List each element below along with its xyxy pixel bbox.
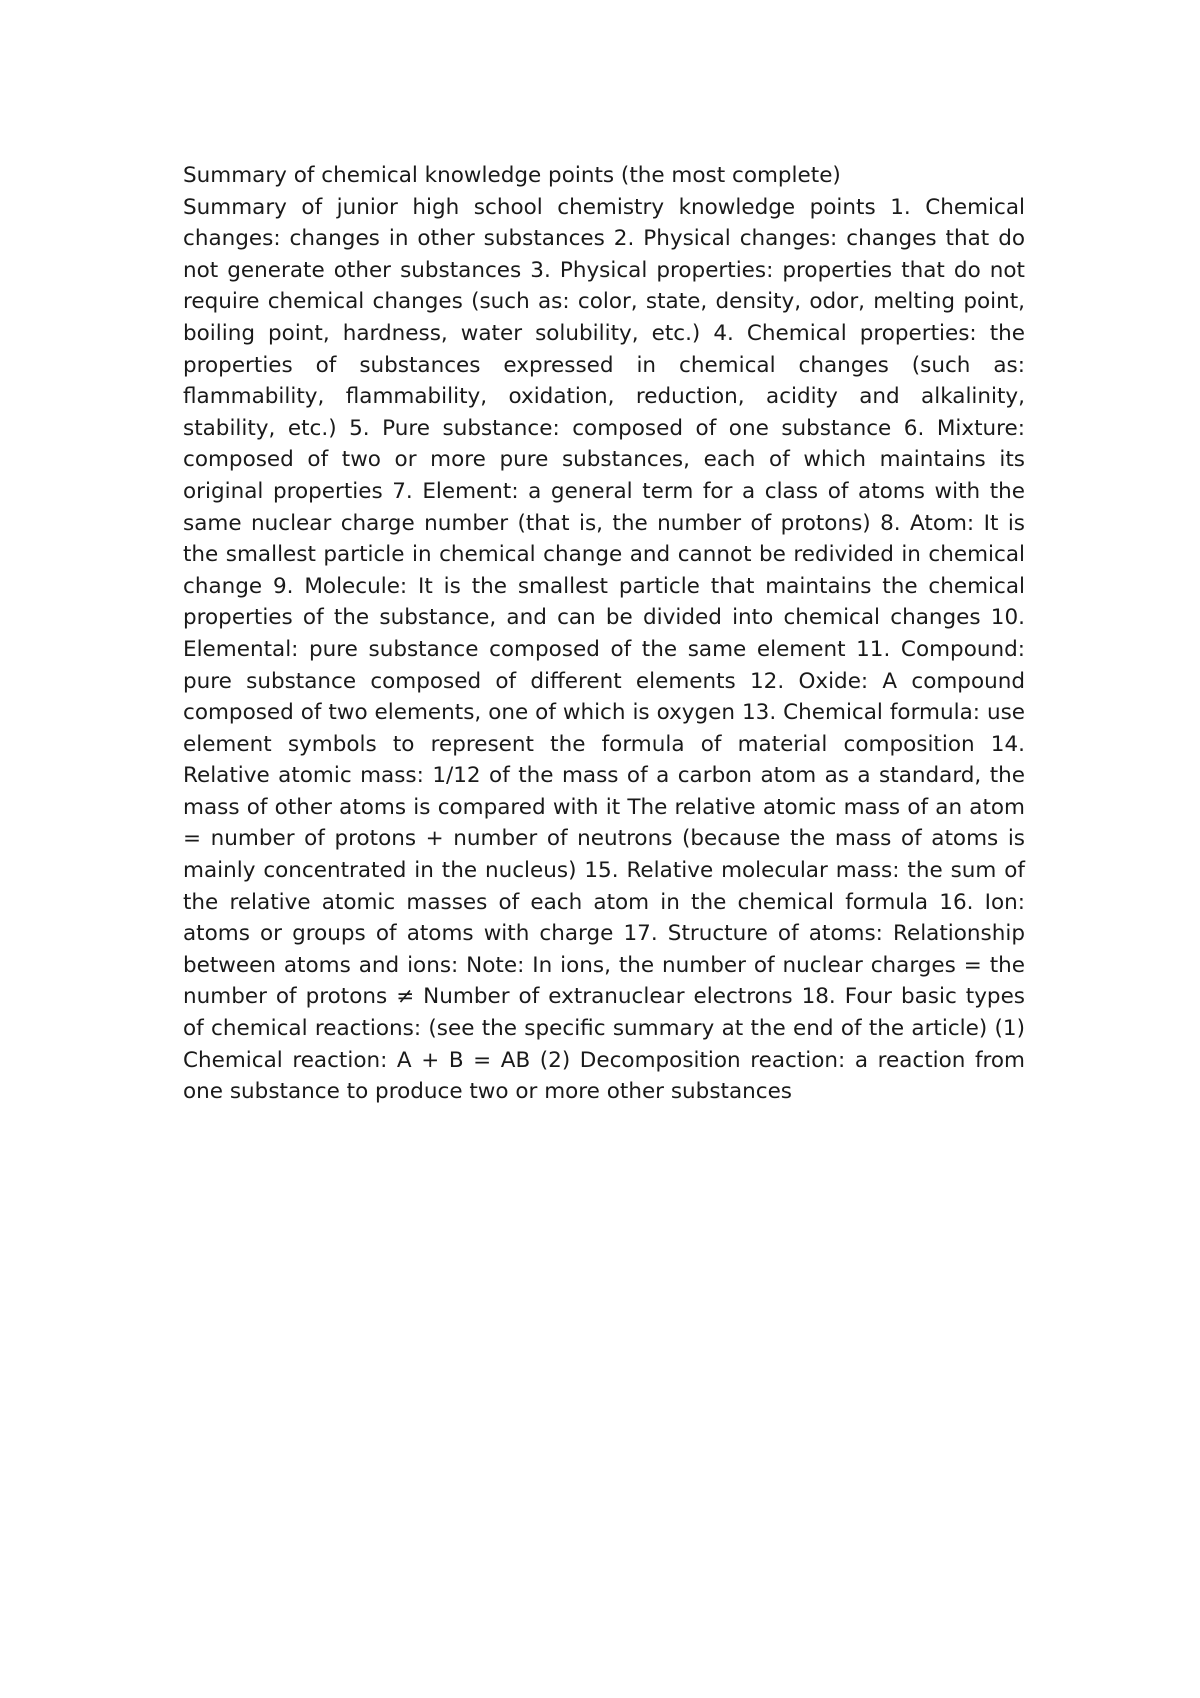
document-title: Summary of chemical knowledge points (the most complete): [183, 163, 841, 188]
document-body-paragraph: Summary of junior high school chemistry knowledge points 1. Chemical changes: changes in other substances 2. Physical changes: changes that do not generate other substances 3. Physical properties: properties that do not require chemical changes (such as: color, state, density, odor, melting point, boiling point, hardness, water solubility, etc.) 4. Chemical properties: the properties of substances expressed in chemical changes (such as: flammability, flammability, oxidation, reduction, acidity and alkalinity, stability, etc.) 5. Pure substance: composed of one substance 6. Mixture: composed of two or more pure substances, each of which maintains its original properties 7. Element: a general term for a class of atoms with the same nuclear charge number (that is, the number of protons) 8. Atom: It is the smallest particle in chemical change and cannot be redivided in chemical change 9. Molecule: It is the smallest particle that maintains the chemical properties of the substance, and can be divided into chemical changes 10. Elemental: pure substance composed of the same element 11. Compound: pure substance composed of different elements 12. Oxide: A compound composed of two elements, one of which is oxygen 13. Chemical formula: use element symbols to represent the formula of material composition 14. Relative atomic mass: 1/12 of the mass of a carbon atom as a standard, the mass of other atoms is compared with it The relative atomic mass of an atom = number of protons + number of neutrons (because the mass of atoms is mainly concentrated in the nucleus) 15. Relative molecular mass: the sum of the relative atomic masses of each atom in the chemical formula 16. Ion: atoms or groups of atoms with charge 17. Structure of atoms: Relationship between atoms and ions: Note: In ions, the number of nuclear charges = the number of protons ≠ Number of extranuclear electrons 18. Four basic types of chemical reactions: (see the specific summary at the end of the article) (1) Chemical reaction: A + B = AB (2) Decomposition reaction: a reaction from one substance to produce two or more other substances: [183, 194, 1025, 1105]
document-content: [183, 160, 1025, 1108]
